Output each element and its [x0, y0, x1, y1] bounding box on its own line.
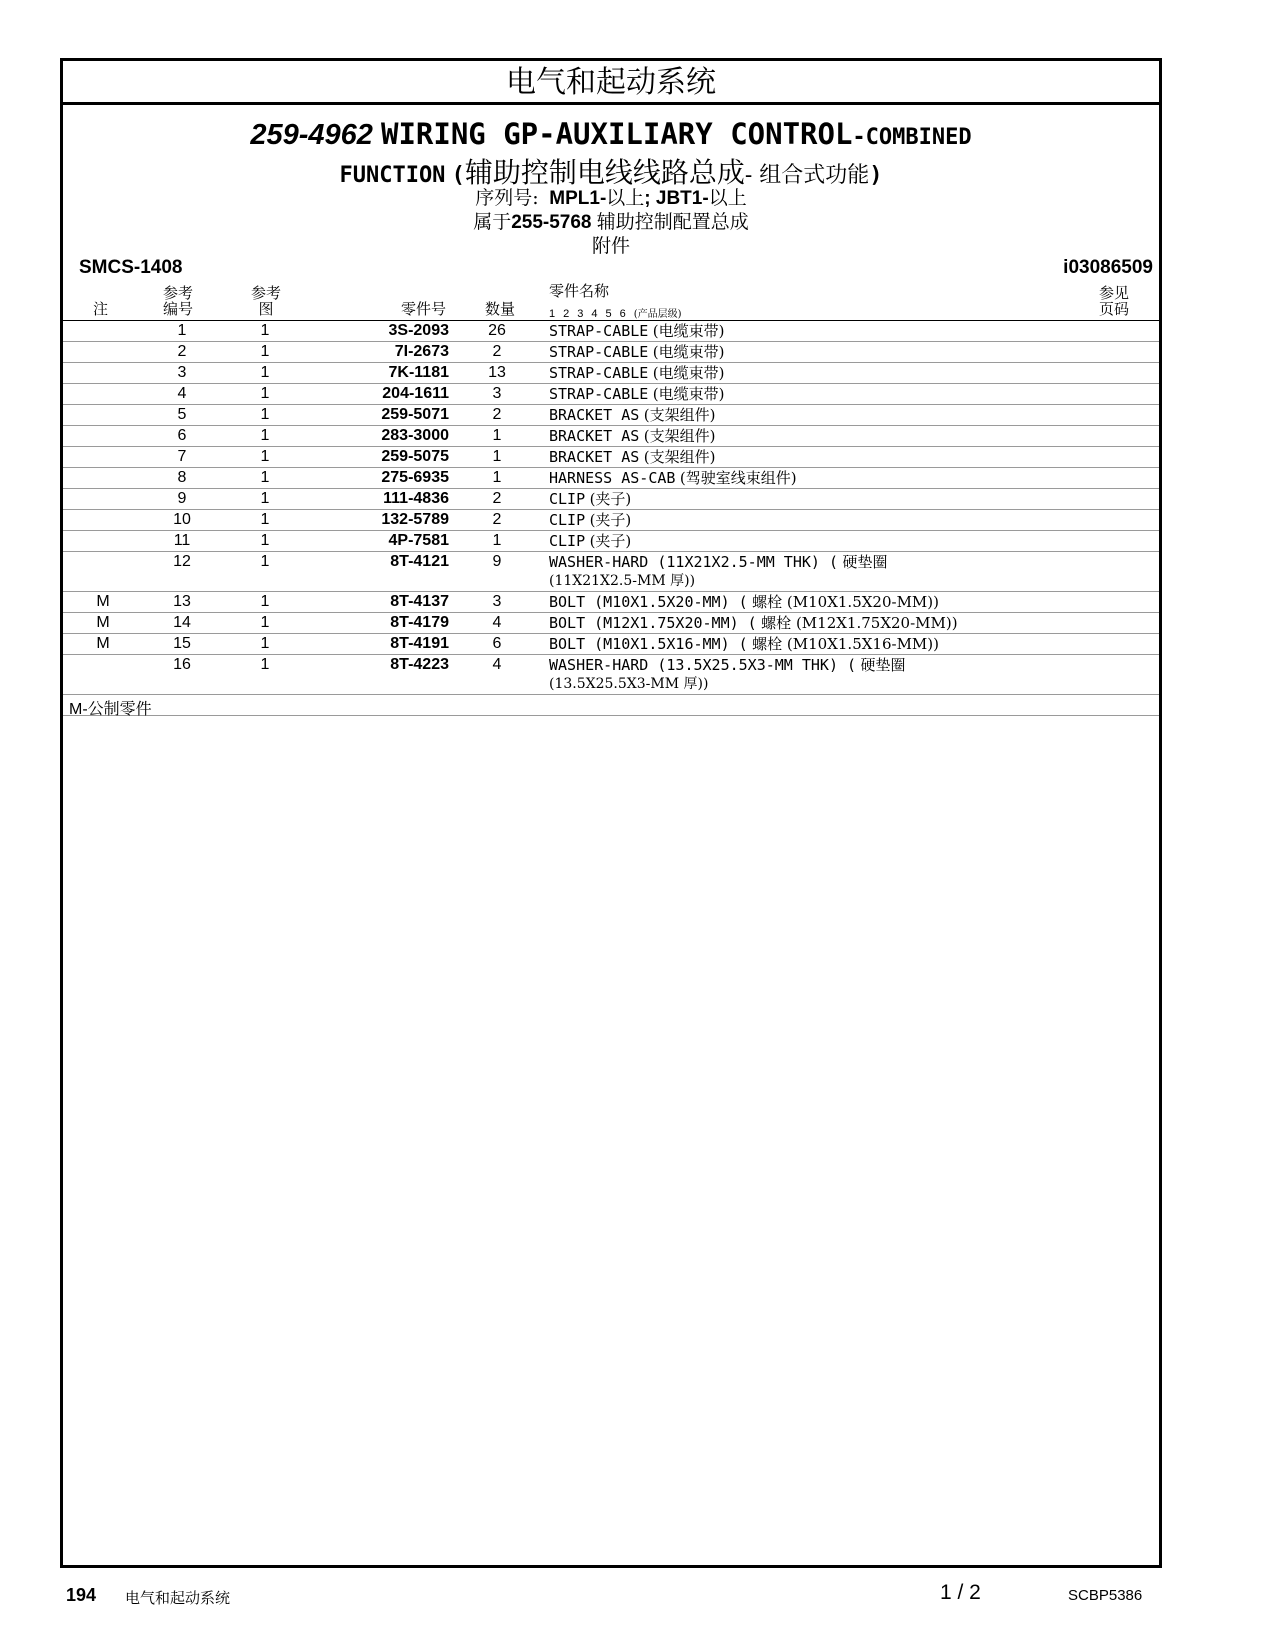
row-quantity: 1 [492, 532, 502, 549]
table-row [63, 531, 1159, 552]
row-part-number: 8T-4191 [390, 635, 449, 652]
row-ref-figure: 1 [260, 343, 270, 360]
page-footer [0, 1581, 1275, 1611]
group-title-line2: FUNCTION (辅助控制电线线路总成- 组合式功能) [339, 156, 883, 189]
row-quantity: 2 [492, 511, 502, 528]
col-part-no: 零件号 [401, 300, 447, 318]
row-part-name-cn: (支架组件) [643, 427, 716, 445]
row-ref-figure: 1 [260, 532, 270, 549]
row-ref-figure: 1 [260, 614, 270, 631]
row-part-name-cn: (电缆束带) [652, 343, 725, 361]
row-part-name-en: CLIP [549, 490, 586, 508]
group-part-number: 259-4962 [250, 119, 373, 151]
col-qty: 数量 [485, 300, 516, 318]
level-3: 3 [577, 308, 584, 320]
row-part-name-cn: 硬垫圈 [842, 553, 888, 571]
row-ref-number: 7 [177, 448, 187, 465]
row-part-name-cn: (支架组件) [643, 406, 716, 424]
row-part-name-cn-line2: (13.5X25.5X3-MM 厚)) [549, 676, 709, 692]
serial-label: 序列号: [475, 187, 539, 209]
row-part-name [549, 469, 1109, 488]
row-part-name-en: BRACKET AS [549, 427, 640, 445]
level-6: 6 [619, 308, 626, 320]
table-row [63, 592, 1159, 613]
footer-section: 电气和起动系统 [125, 1589, 231, 1607]
col-part-name: 零件名称 [549, 282, 610, 300]
row-quantity: 2 [492, 406, 502, 423]
row-quantity: 3 [492, 385, 502, 402]
row-part-name-cn: (夹子) [589, 490, 632, 508]
row-part-number: 132-5789 [381, 511, 449, 528]
row-part-name [549, 406, 1109, 425]
row-part-name [549, 448, 1109, 467]
row-ref-figure: 1 [260, 511, 270, 528]
table-row [63, 384, 1159, 405]
row-quantity: 6 [492, 635, 502, 652]
col-ref-no [163, 285, 193, 317]
row-part-name-cn-line2: (11X21X2.5-MM 厚)) [549, 573, 696, 589]
row-part-number: 8T-4223 [390, 656, 449, 673]
row-part-number: 111-4836 [383, 490, 449, 507]
row-ref-number: 16 [173, 656, 191, 673]
table-row [63, 321, 1159, 342]
row-part-name-en: BOLT (M12X1.75X20-MM) ( [549, 614, 757, 632]
row-part-name-cn: (夹子) [589, 511, 632, 529]
row-part-number: 8T-4121 [390, 553, 449, 570]
serial-1-text: 以上 [606, 187, 645, 209]
row-part-name [549, 385, 1109, 404]
row-quantity: 13 [488, 364, 506, 381]
smcs-code: SMCS-1408 [79, 257, 183, 278]
row-part-number: 204-1611 [382, 385, 449, 402]
col-ref-fig-line2: 图 [258, 300, 274, 318]
metric-footnote-text: 公制零件 [87, 699, 152, 718]
row-quantity: 1 [492, 448, 502, 465]
row-quantity: 26 [488, 322, 506, 339]
group-title-cn-tail: - 组合式功能 [744, 163, 870, 188]
col-notes: 注 [93, 300, 109, 318]
row-part-name-en: STRAP-CABLE [549, 385, 649, 403]
row-part-name-en: CLIP [549, 511, 586, 529]
row-part-number: 283-3000 [381, 427, 449, 444]
footnote-row [63, 695, 1159, 716]
row-part-name-cn: 硬垫圈 [860, 656, 906, 674]
group-title-en-tail: -COMBINED [852, 125, 972, 150]
row-part-name-en: STRAP-CABLE [549, 364, 649, 382]
col-ref-no-line1: 参考 [163, 284, 194, 302]
footer-sheet: 1 / 2 [940, 1581, 981, 1604]
row-ref-number: 9 [177, 490, 187, 507]
col-levels [549, 305, 682, 320]
table-row [63, 426, 1159, 447]
row-part-name [549, 614, 1109, 633]
row-part-number: 7K-1181 [388, 364, 449, 381]
row-part-name-cn: (电缆束带) [652, 364, 725, 382]
row-ref-figure: 1 [260, 593, 270, 610]
table-row [63, 468, 1159, 489]
level-5: 5 [605, 308, 612, 320]
table-row [63, 405, 1159, 426]
row-ref-figure: 1 [260, 322, 270, 339]
row-ref-figure: 1 [260, 427, 270, 444]
row-part-name [549, 343, 1109, 362]
row-ref-number: 10 [173, 511, 191, 528]
row-part-name-en: WASHER-HARD (13.5X25.5X3-MM THK) ( [549, 656, 857, 674]
table-row [63, 655, 1159, 695]
table-row [63, 342, 1159, 363]
row-ref-number: 11 [173, 532, 191, 549]
row-part-name [549, 656, 1109, 693]
row-part-number: 8T-4179 [390, 614, 449, 631]
row-ref-figure: 1 [260, 364, 270, 381]
row-ref-number: 1 [177, 322, 187, 339]
row-part-name-cn: (夹子) [589, 532, 632, 550]
row-part-number: 259-5071 [381, 406, 449, 423]
table-row [63, 634, 1159, 655]
row-ref-figure: 1 [260, 469, 270, 486]
row-part-name [549, 490, 1109, 509]
row-ref-number: 12 [173, 553, 191, 570]
row-part-name [549, 553, 1109, 590]
row-quantity: 1 [492, 469, 502, 486]
col-see-page-line2: 页码 [1098, 300, 1129, 318]
section-title: 电气和起动系统 [63, 61, 1159, 105]
row-ref-number: 14 [173, 614, 191, 631]
col-ref-fig-line1: 参考 [251, 284, 282, 302]
belongs-text: 辅助控制配置总成 [596, 211, 749, 233]
row-part-name [549, 635, 1109, 654]
row-quantity: 2 [492, 343, 502, 360]
row-part-name [549, 532, 1109, 551]
metric-footnote-code: M- [69, 701, 88, 718]
serial-separator: ; [644, 188, 651, 209]
row-part-number: 3S-2093 [388, 322, 449, 339]
row-quantity: 1 [492, 427, 502, 444]
belongs-label: 属于 [473, 211, 512, 233]
row-ref-figure: 1 [260, 635, 270, 652]
row-part-name-en: BRACKET AS [549, 448, 640, 466]
row-part-number: 275-6935 [381, 469, 449, 486]
row-part-name-en: CLIP [549, 532, 586, 550]
parts-table [63, 321, 1159, 716]
serial-line [63, 183, 1159, 210]
row-part-name-en: BOLT (M10X1.5X20-MM) ( [549, 593, 748, 611]
row-part-number: 4P-7581 [388, 532, 449, 549]
levels-label: (产品层级) [633, 309, 682, 320]
table-row [63, 489, 1159, 510]
level-1: 1 [549, 308, 556, 320]
row-quantity: 9 [492, 553, 502, 570]
row-part-name [549, 511, 1109, 530]
level-2: 2 [563, 308, 570, 320]
row-ref-number: 13 [173, 593, 191, 610]
row-part-name-en: STRAP-CABLE [549, 343, 649, 361]
col-see-page-line1: 参见 [1098, 284, 1129, 302]
col-ref-fig [251, 285, 281, 317]
belongs-line [63, 207, 1159, 234]
row-part-name [549, 364, 1109, 383]
table-row [63, 447, 1159, 468]
row-part-name-cn: (电缆束带) [652, 322, 725, 340]
row-part-name-en: BRACKET AS [549, 406, 640, 424]
level-4: 4 [591, 308, 598, 320]
row-ref-number: 15 [173, 635, 191, 652]
row-note: M [96, 614, 110, 631]
row-part-name-cn: 螺栓 (M10X1.5X20-MM)) [752, 593, 939, 611]
col-ref-no-line2: 编号 [163, 300, 194, 318]
row-note: M [96, 635, 110, 652]
metric-footnote [69, 696, 152, 719]
attachment-label: 附件 [591, 235, 630, 257]
row-part-number: 8T-4137 [390, 593, 449, 610]
row-part-name-cn: (电缆束带) [652, 385, 725, 403]
row-ref-figure: 1 [260, 490, 270, 507]
attachment-line [63, 231, 1159, 258]
row-ref-figure: 1 [260, 406, 270, 423]
footer-doc-code: SCBP5386 [1068, 1587, 1143, 1604]
row-ref-figure: 1 [260, 385, 270, 402]
group-title-en-line2: FUNCTION [339, 163, 446, 188]
group-title-cn: 辅助控制电线线路总成 [464, 156, 745, 189]
group-title-line1 [63, 117, 1159, 152]
row-part-name-cn: 螺栓 (M12X1.75X20-MM)) [761, 614, 958, 632]
row-ref-number: 3 [177, 364, 187, 381]
row-ref-number: 6 [177, 427, 187, 444]
table-row [63, 552, 1159, 592]
row-ref-number: 2 [177, 343, 187, 360]
row-quantity: 4 [492, 614, 502, 631]
row-part-name-cn: (支架组件) [643, 448, 716, 466]
row-ref-figure: 1 [260, 656, 270, 673]
row-note: M [96, 593, 110, 610]
illustration-id: i03086509 [1063, 257, 1153, 278]
row-quantity: 4 [492, 656, 502, 673]
serial-2-text: 以上 [708, 187, 747, 209]
page-frame [60, 58, 1162, 1568]
row-ref-number: 4 [177, 385, 187, 402]
row-part-name [549, 593, 1109, 612]
table-row [63, 613, 1159, 634]
serial-2-code: JBT1- [655, 188, 709, 209]
row-part-name-en: WASHER-HARD (11X21X2.5-MM THK) ( [549, 553, 838, 571]
column-headers [63, 283, 1159, 321]
row-part-name [549, 427, 1109, 446]
table-row [63, 510, 1159, 531]
row-part-name-en: STRAP-CABLE [549, 322, 649, 340]
footer-page-number: 194 [66, 1585, 97, 1605]
row-part-name-cn: 螺栓 (M10X1.5X16-MM)) [752, 635, 939, 653]
row-part-number: 7I-2673 [394, 343, 449, 360]
row-ref-number: 8 [177, 469, 187, 486]
row-part-name-en: BOLT (M10X1.5X16-MM) ( [549, 635, 748, 653]
serial-1-code: MPL1- [549, 188, 607, 209]
row-ref-figure: 1 [260, 553, 270, 570]
row-quantity: 3 [492, 593, 502, 610]
group-title-en: WIRING GP-AUXILIARY CONTROL [381, 117, 853, 151]
row-part-name-cn: (驾驶室线束组件) [679, 469, 797, 487]
row-quantity: 2 [492, 490, 502, 507]
row-ref-figure: 1 [260, 448, 270, 465]
row-ref-number: 5 [177, 406, 187, 423]
row-part-name-en: HARNESS AS-CAB [549, 469, 676, 487]
row-part-name [549, 322, 1109, 341]
belongs-part: 255-5768 [511, 212, 592, 233]
col-see-page [1099, 285, 1129, 317]
table-row [63, 363, 1159, 384]
row-part-number: 259-5075 [381, 448, 449, 465]
